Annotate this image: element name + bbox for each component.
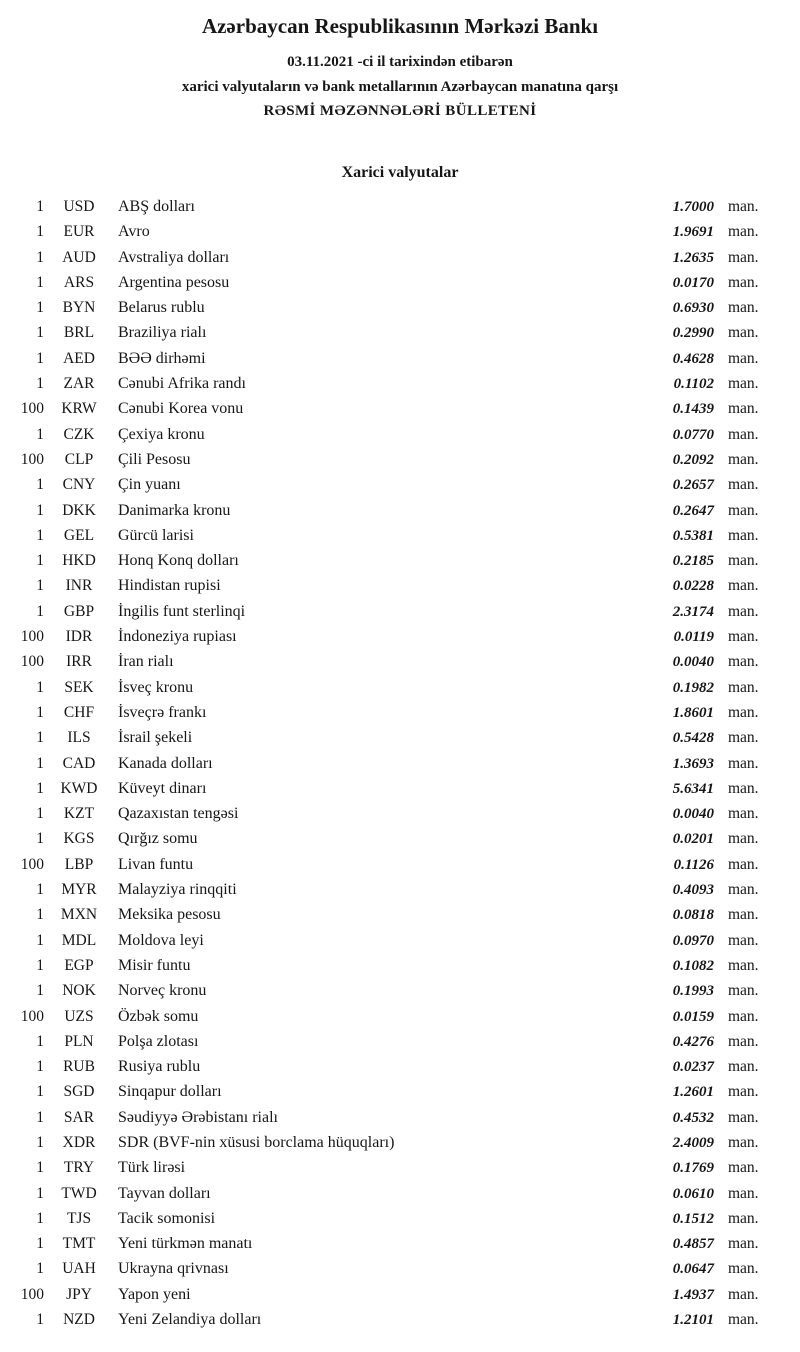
nominal: 100 [20,628,44,646]
currency-code: LBP [64,855,94,873]
currency-code: TJS [66,1209,92,1227]
currency-name: Hindistan rupisi [118,577,221,595]
nominal: 100 [20,855,44,873]
rate-value: 0.4093 [672,882,714,899]
currency-name: Türk lirəsi [118,1159,186,1177]
unit-label: man. [728,881,759,899]
currency-name: İngilis funt sterlinqi [118,602,246,620]
nominal: 1 [36,779,44,797]
unit-label: man. [728,552,759,570]
bulletin-title: RƏSMİ MƏZƏNNƏLƏRİ BÜLLETENİ [263,103,537,119]
unit-label: man. [728,1083,759,1101]
currency-name: Yapon yeni [118,1285,191,1303]
rate-value: 2.4009 [672,1134,714,1151]
nominal: 1 [36,602,44,620]
currency-name: Tacik somonisi [118,1209,216,1227]
unit-label: man. [728,400,759,418]
unit-label: man. [728,729,759,747]
rate-value: 0.1512 [672,1210,714,1227]
rates-list [0,194,800,1332]
currency-code: TWD [61,1184,97,1202]
currency-name: İran rialı [118,653,174,671]
rate-value: 0.0818 [672,907,714,924]
rate-row [6,852,772,877]
nominal: 1 [36,324,44,342]
currency-name: Misir funtu [118,956,191,974]
unit-label: man. [728,223,759,241]
currency-code: SEK [64,678,94,696]
nominal: 1 [36,956,44,974]
currency-name: Yeni Zelandiya dolları [118,1311,262,1329]
rate-value: 0.5381 [672,527,714,544]
rate-row [6,573,772,598]
unit-label: man. [728,248,759,266]
nominal: 1 [36,526,44,544]
rate-row [6,1181,772,1206]
currency-name: Norveç kronu [118,982,207,1000]
rate-value: 1.2601 [672,1084,714,1101]
currency-code: CZK [63,425,95,443]
currency-code: MYR [61,881,97,899]
unit-label: man. [728,906,759,924]
rate-row [6,548,772,573]
rate-value: 0.0119 [673,629,714,646]
rate-value: 0.0970 [672,932,714,949]
unit-label: man. [728,982,759,1000]
unit-label: man. [728,526,759,544]
rate-row [6,1029,772,1054]
rate-value: 0.4532 [672,1109,714,1126]
currency-code: CAD [62,754,96,772]
nominal: 1 [36,223,44,241]
rate-row [6,953,772,978]
unit-label: man. [728,273,759,291]
nominal: 1 [36,881,44,899]
rate-value: 1.2101 [672,1312,714,1329]
currency-code: MDL [61,931,97,949]
unit-label: man. [728,425,759,443]
rate-row [6,396,772,421]
rate-row [6,1307,772,1332]
rate-row [6,801,772,826]
currency-name: Danimarka kronu [118,501,231,519]
nominal: 1 [36,552,44,570]
currency-code: BYN [62,299,96,317]
unit-label: man. [728,754,759,772]
currency-code: SGD [63,1083,95,1101]
rate-value: 0.5428 [672,730,714,747]
currency-name: İndoneziya rupiası [118,628,237,646]
rate-row [6,245,772,270]
nominal: 1 [36,1184,44,1202]
currency-code: EUR [63,223,95,241]
rate-row [6,523,772,548]
currency-name: Ukrayna qrivnası [118,1260,229,1278]
nominal: 1 [36,248,44,266]
rate-row [6,320,772,345]
currency-name: Özbək somu [118,1007,199,1025]
unit-label: man. [728,375,759,393]
nominal: 1 [36,1108,44,1126]
currency-name: Malayziya rinqqiti [118,881,237,899]
rate-row [6,447,772,472]
currency-name: SDR (BVF-nin xüsusi borclama hüquqları) [118,1133,395,1151]
unit-label: man. [728,1184,759,1202]
currency-name: İsrail şekeli [118,729,193,747]
rate-value: 0.0201 [672,831,714,848]
currency-name: BƏƏ dirhəmi [118,349,206,367]
unit-label: man. [728,299,759,317]
currency-code: NZD [63,1311,95,1329]
currency-code: RUB [63,1058,95,1076]
currency-name: Kanada dolları [118,754,213,772]
subject-line: xarici valyutaların və bank metallarının Azərbaycan manatına qarşı [181,79,619,95]
rate-row [6,422,772,447]
currency-code: INR [65,577,93,595]
rate-row [6,295,772,320]
currency-code: TMT [62,1235,96,1253]
currency-name: Küveyt dinarı [118,779,207,797]
currency-code: IDR [65,628,93,646]
nominal: 1 [36,273,44,291]
rate-value: 0.1126 [673,856,714,873]
nominal: 100 [20,450,44,468]
nominal: 1 [36,931,44,949]
currency-name: Çexiya kronu [118,425,205,443]
currency-code: KRW [61,400,97,418]
rate-value: 0.4276 [672,1033,714,1050]
rate-row [6,1155,772,1180]
currency-code: CHF [63,703,95,721]
rate-row [6,1231,772,1256]
currency-code: TRY [63,1159,95,1177]
bank-title: Azərbaycan Respublikasının Mərkəzi Bankı [201,14,599,38]
rate-value: 0.0237 [672,1059,714,1076]
currency-name: Avstraliya dolları [118,248,230,266]
currency-name: Gürcü larisi [118,526,194,544]
effective-date-line: 03.11.2021 -ci il tarixindən etibarən [287,54,513,70]
rate-row [6,751,772,776]
currency-name: Braziliya rialı [118,324,207,342]
rate-value: 1.3693 [672,755,714,772]
rate-row [6,599,772,624]
currency-code: AED [63,349,95,367]
nominal: 100 [20,1007,44,1025]
unit-label: man. [728,779,759,797]
rate-value: 1.9691 [672,224,714,241]
unit-label: man. [728,324,759,342]
nominal: 1 [36,1058,44,1076]
currency-code: GBP [63,602,95,620]
rate-value: 0.0040 [672,654,714,671]
rate-value: 0.0170 [672,274,714,291]
currency-code: JPY [66,1285,92,1303]
nominal: 1 [36,982,44,1000]
nominal: 1 [36,501,44,519]
rate-row [6,1004,772,1029]
currency-name: Rusiya rublu [118,1058,201,1076]
currency-name: Argentina pesosu [118,273,230,291]
rate-row [6,725,772,750]
currency-code: MXN [60,906,98,924]
nominal: 1 [36,678,44,696]
currency-name: Tayvan dolları [118,1184,211,1202]
currency-name: İsveç kronu [118,678,194,696]
currency-name: ABŞ dolları [118,198,195,215]
rate-row [6,649,772,674]
rate-row [6,1054,772,1079]
nominal: 1 [36,1083,44,1101]
rate-row [6,1105,772,1130]
unit-label: man. [728,956,759,974]
rate-row [6,877,772,902]
currency-name: Moldova leyi [118,931,204,949]
currency-code: ILS [67,729,91,747]
unit-label: man. [728,703,759,721]
currency-name: İsveçrə frankı [118,703,207,721]
currency-code: KGS [63,830,95,848]
rate-value: 0.2185 [672,553,714,570]
document-header [0,14,800,120]
currency-name: Qazaxıstan tengəsi [118,805,239,823]
rate-value: 0.2657 [672,477,714,494]
unit-label: man. [728,602,759,620]
rate-row [6,1256,772,1281]
currency-name: Səudiyyə Ərəbistanı rialı [118,1108,278,1126]
rate-row [6,928,772,953]
unit-label: man. [728,628,759,646]
nominal: 1 [36,1235,44,1253]
nominal: 1 [36,476,44,494]
rate-row [6,700,772,725]
rate-row [6,270,772,295]
rate-value: 0.4857 [672,1236,714,1253]
section-title-foreign-currencies: Xarici valyutalar [341,164,459,181]
nominal: 1 [36,349,44,367]
currency-name: Yeni türkmən manatı [118,1235,253,1253]
currency-code: IRR [66,653,92,671]
nominal: 1 [36,1159,44,1177]
nominal: 100 [20,653,44,671]
currency-code: HKD [62,552,96,570]
unit-label: man. [728,1209,759,1227]
currency-name: Belarus rublu [118,299,205,317]
currency-code: SAR [63,1108,95,1126]
currency-name: Qırğız somu [118,830,198,848]
rate-value: 0.1082 [672,957,714,974]
rate-value: 0.1102 [673,376,714,393]
currency-code: CNY [62,476,96,494]
nominal: 100 [20,1285,44,1303]
currency-code: UZS [64,1007,94,1025]
rate-value: 0.0610 [672,1185,714,1202]
nominal: 1 [36,198,44,215]
unit-label: man. [728,1108,759,1126]
rate-value: 0.2990 [672,325,714,342]
nominal: 1 [36,1032,44,1050]
unit-label: man. [728,577,759,595]
nominal: 1 [36,906,44,924]
unit-label: man. [728,805,759,823]
nominal: 1 [36,425,44,443]
currency-code: CLP [64,450,94,468]
unit-label: man. [728,1311,759,1329]
nominal: 1 [36,805,44,823]
rate-value: 0.0159 [672,1008,714,1025]
rate-value: 0.4628 [672,350,714,367]
rate-value: 0.6930 [672,300,714,317]
unit-label: man. [728,1032,759,1050]
rate-value: 0.0228 [672,578,714,595]
rate-row [6,472,772,497]
rate-value: 0.1769 [672,1160,714,1177]
rate-value: 5.6341 [672,780,714,797]
currency-code: BRL [63,324,95,342]
unit-label: man. [728,931,759,949]
currency-code: AUD [62,248,96,266]
rate-value: 1.4937 [672,1286,714,1303]
nominal: 1 [36,830,44,848]
nominal: 1 [36,1133,44,1151]
rate-row [6,1282,772,1307]
rate-row [6,1130,772,1155]
rate-value: 0.0647 [672,1261,714,1278]
unit-label: man. [728,830,759,848]
currency-name: Çin yuanı [118,476,181,494]
nominal: 1 [36,729,44,747]
nominal: 1 [36,1209,44,1227]
currency-name: Livan funtu [118,855,194,873]
unit-label: man. [728,198,759,215]
currency-name: Cənubi Korea vonu [118,400,244,418]
rate-row [6,1079,772,1104]
nominal: 1 [36,375,44,393]
nominal: 1 [36,577,44,595]
unit-label: man. [728,1159,759,1177]
nominal: 1 [36,703,44,721]
rate-row [6,675,772,700]
unit-label: man. [728,1235,759,1253]
rate-value: 1.7000 [672,199,714,215]
rate-row [6,978,772,1003]
rate-value: 0.1993 [672,983,714,1000]
unit-label: man. [728,1007,759,1025]
unit-label: man. [728,678,759,696]
currency-code: DKK [62,501,96,519]
rate-value: 0.1982 [672,679,714,696]
currency-code: NOK [62,982,96,1000]
currency-code: KZT [63,805,95,823]
rate-row [6,1206,772,1231]
nominal: 1 [36,754,44,772]
rate-value: 0.2647 [672,502,714,519]
currency-name: Honq Konq dolları [118,552,239,570]
rate-value: 0.1439 [672,401,714,418]
unit-label: man. [728,1133,759,1151]
rate-value: 1.2635 [672,249,714,266]
nominal: 100 [20,400,44,418]
rate-value: 1.8601 [672,704,714,721]
currency-name: Çili Pesosu [118,450,191,468]
currency-code: GEL [63,526,95,544]
rate-row [6,776,772,801]
currency-code: USD [63,198,95,215]
rate-row [6,219,772,244]
currency-code: UAH [62,1260,96,1278]
currency-name: Cənubi Afrika randı [118,375,246,393]
unit-label: man. [728,653,759,671]
rate-row [6,371,772,396]
rate-value: 0.0040 [672,806,714,823]
currency-code: KWD [60,779,98,797]
unit-label: man. [728,1260,759,1278]
currency-name: Sinqapur dolları [118,1083,222,1101]
rate-value: 2.3174 [672,603,714,620]
rate-value: 0.0770 [672,426,714,443]
currency-name: Meksika pesosu [118,906,221,924]
unit-label: man. [728,450,759,468]
currency-code: ARS [63,273,95,291]
nominal: 1 [36,1260,44,1278]
rate-row [6,346,772,371]
unit-label: man. [728,1058,759,1076]
rate-value: 0.2092 [672,451,714,468]
currency-code: PLN [64,1032,94,1050]
currency-name: Polşa zlotası [118,1032,199,1050]
unit-label: man. [728,501,759,519]
rate-row [6,624,772,649]
currency-code: ZAR [63,375,95,393]
rate-row [6,902,772,927]
rate-row [6,826,772,851]
unit-label: man. [728,855,759,873]
nominal: 1 [36,299,44,317]
unit-label: man. [728,349,759,367]
unit-label: man. [728,476,759,494]
rate-row [6,498,772,523]
nominal: 1 [36,1311,44,1329]
rate-row [6,194,772,219]
currency-name: Avro [118,223,150,241]
unit-label: man. [728,1285,759,1303]
currency-code: XDR [62,1133,96,1151]
currency-code: EGP [64,956,94,974]
